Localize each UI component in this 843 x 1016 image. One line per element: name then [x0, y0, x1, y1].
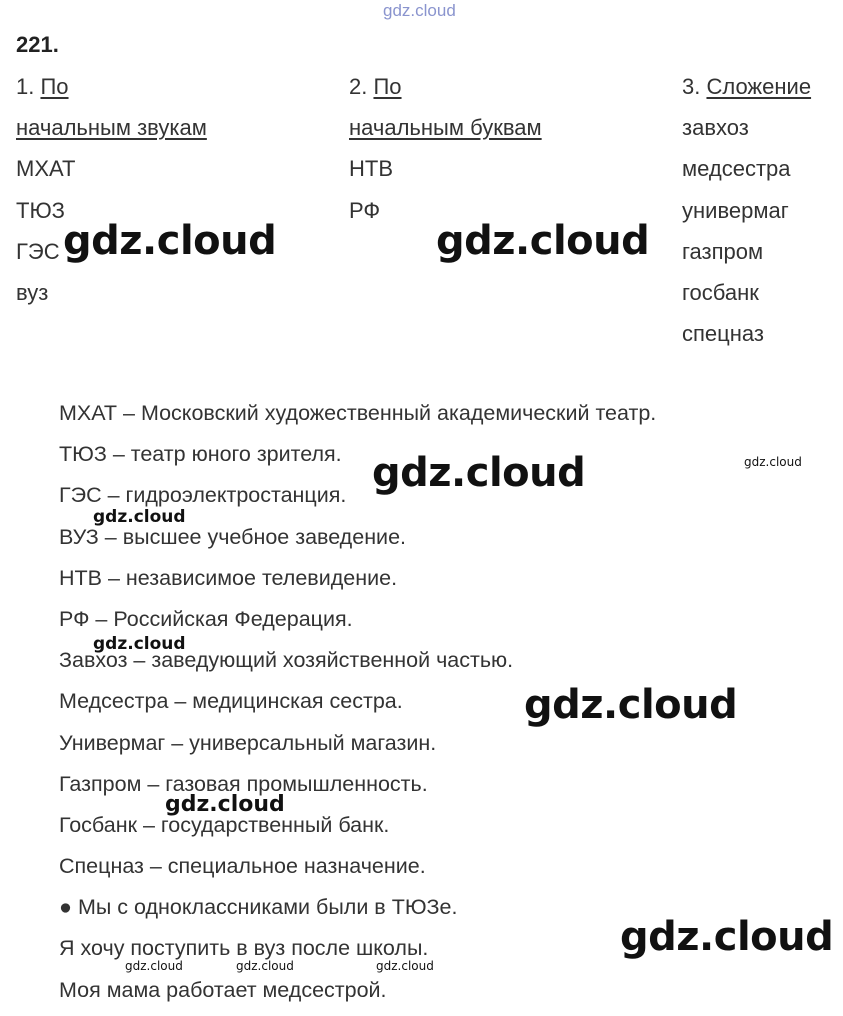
watermark: gdz.cloud [524, 682, 738, 728]
list-item: завхоз [682, 115, 749, 141]
definition-line: НТВ – независимое телевидение. [59, 565, 398, 590]
watermark: gdz.cloud [63, 218, 277, 264]
column-heading [682, 72, 811, 113]
column-initial-letters [349, 72, 542, 237]
list-item: вуз [16, 279, 49, 305]
list-item: ТЮЗ [16, 197, 65, 223]
watermark: gdz.cloud [93, 507, 186, 527]
column-heading-text: начальным звукам [16, 115, 207, 141]
example-sentence: Я хочу поступить в вуз после школы. [59, 936, 429, 961]
column-prefix: 3. [682, 74, 707, 99]
list-item: госбанк [682, 279, 759, 305]
watermark: gdz.cloud [376, 959, 434, 973]
list-item: МХАТ [16, 156, 76, 182]
list-item: НТВ [349, 156, 393, 182]
definition-line: ВУЗ – высшее учебное заведение. [59, 524, 407, 549]
list-item: ГЭС [16, 238, 60, 264]
column-initial-sounds [16, 72, 207, 319]
column-prefix: 2. [349, 74, 374, 99]
column-heading-continued [16, 113, 207, 154]
watermark: gdz.cloud [165, 792, 285, 817]
column-heading-text: По [373, 74, 402, 99]
definition-line: Спецназ – специальное назначение. [59, 854, 426, 879]
list-item: газпром [682, 238, 764, 264]
example-sentence: ● Мы с одноклассниками были в ТЮЗе. [59, 895, 458, 920]
list-item: РФ [349, 197, 381, 223]
definition-line: ГЭС – гидроэлектростанция. [59, 483, 347, 508]
column-heading-text: начальным буквам [349, 115, 542, 141]
column-heading-text: Сложение [706, 74, 812, 99]
definition-line: РФ – Российская Федерация. [59, 606, 353, 631]
watermark: gdz.cloud [744, 455, 802, 469]
list-item: универмаг [682, 197, 789, 223]
definition-line: Газпром – газовая промышленность. [59, 771, 428, 796]
example-sentence: Моя мама работает медсестрой. [59, 977, 387, 1002]
list-item: спецназ [682, 321, 764, 347]
definition-line: МХАТ – Московский художественный академический театр. [59, 401, 657, 425]
column-heading-continued [349, 113, 542, 154]
watermark: gdz.cloud [125, 959, 183, 973]
watermark: gdz.cloud [372, 450, 586, 496]
column-heading [16, 72, 207, 113]
column-heading [349, 72, 542, 113]
watermark: gdz.cloud [620, 914, 834, 960]
list-item: медсестра [682, 156, 791, 182]
definition-line: Универмаг – универсальный магазин. [59, 730, 437, 755]
definition-line: Госбанк – государственный банк. [59, 812, 390, 837]
definition-line: Завхоз – заведующий хозяйственной частью. [59, 648, 514, 673]
column-prefix: 1. [16, 74, 41, 99]
task-number: 221. [16, 32, 59, 57]
watermark: gdz.cloud [236, 959, 294, 973]
watermark-top: gdz.cloud [383, 1, 456, 20]
watermark: gdz.cloud [93, 634, 186, 654]
definition-line: Медсестра – медицинская сестра. [59, 689, 403, 714]
column-compounding [682, 72, 811, 360]
definition-line: ТЮЗ – театр юного зрителя. [59, 442, 342, 467]
watermark: gdz.cloud [436, 218, 650, 264]
column-heading-text: По [40, 74, 69, 99]
